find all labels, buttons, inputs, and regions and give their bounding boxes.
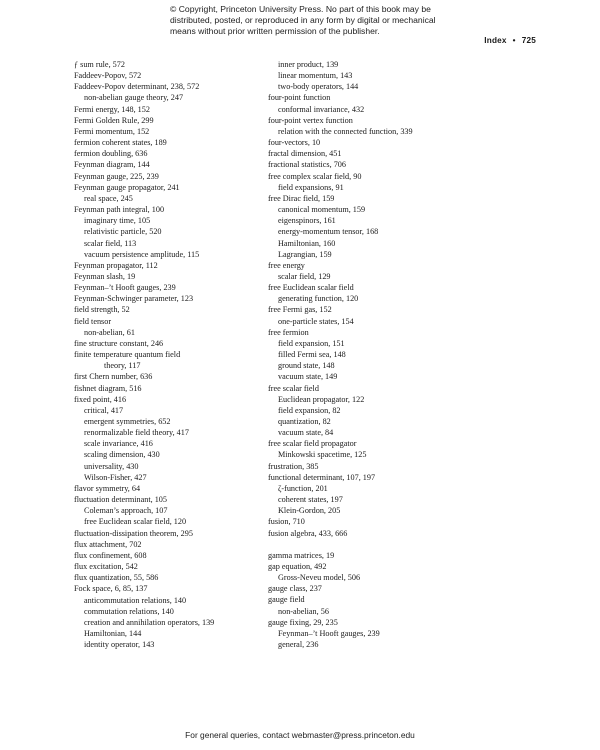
index-entry: free Fermi gas, 152 bbox=[268, 305, 332, 315]
index-entry: flux attachment, 702 bbox=[74, 539, 142, 549]
index-entry: free scalar field propagator bbox=[268, 439, 357, 449]
index-entry: four-vectors, 10 bbox=[268, 138, 321, 148]
index-subentry: non-abelian, 56 bbox=[278, 606, 329, 616]
index-subentry: vacuum state, 84 bbox=[278, 428, 334, 438]
index-entry: gauge field bbox=[268, 595, 305, 605]
index-entry: ƒ sum rule, 572 bbox=[74, 60, 125, 69]
index-entry: fractional statistics, 706 bbox=[268, 160, 346, 170]
index-subentry: two-body operators, 144 bbox=[278, 82, 359, 92]
index-subentry: coherent states, 197 bbox=[278, 495, 343, 505]
index-entry: Feynman propagator, 112 bbox=[74, 260, 158, 270]
index-entry: field strength, 52 bbox=[74, 305, 130, 315]
index-subentry: scalar field, 129 bbox=[278, 271, 331, 281]
index-subentry: field expansions, 91 bbox=[278, 182, 344, 192]
index-subentry: vacuum state, 149 bbox=[278, 372, 338, 382]
index-entry: field tensor bbox=[74, 316, 112, 326]
index-entry: functional determinant, 107, 197 bbox=[268, 472, 376, 482]
index-subentry: field expansion, 82 bbox=[278, 405, 341, 415]
index-entry: gauge class, 237 bbox=[268, 584, 322, 594]
index-subentry: general, 236 bbox=[278, 639, 319, 649]
footer-contact: For general queries, contact webmaster@press.princeton.edu bbox=[185, 730, 415, 740]
index-entry: Fermi Golden Rule, 299 bbox=[74, 115, 154, 125]
index-entry: fermion doubling, 636 bbox=[74, 149, 148, 159]
index-entry: free energy bbox=[268, 260, 305, 270]
index-subentry: Coleman’s approach, 107 bbox=[84, 506, 168, 516]
index-entry: four-point vertex function bbox=[268, 115, 353, 125]
index-entry: Feynman gauge, 225, 239 bbox=[74, 171, 159, 181]
index-column-left bbox=[74, 59, 279, 650]
index-subentry: scale invariance, 416 bbox=[84, 439, 153, 449]
index-entry-continuation: theory, 117 bbox=[104, 361, 141, 371]
index-entry: Fock space, 6, 85, 137 bbox=[74, 584, 148, 594]
index-entry: finite temperature quantum field bbox=[74, 350, 181, 360]
index-subentry: universality, 430 bbox=[84, 461, 139, 471]
index-subentry: creation and annihilation operators, 139 bbox=[84, 617, 215, 627]
index-subentry: filled Fermi sea, 148 bbox=[278, 350, 346, 360]
index-entry: gap equation, 492 bbox=[268, 561, 327, 571]
index-subentry: eigenspinors, 161 bbox=[278, 216, 336, 226]
index-entry: fishnet diagram, 516 bbox=[74, 383, 142, 393]
index-entry: fluctuation determinant, 105 bbox=[74, 495, 167, 505]
index-entry: Feynman-Schwinger parameter, 123 bbox=[74, 294, 194, 304]
index-entry: free Euclidean scalar field bbox=[268, 283, 354, 293]
index-entry: fixed point, 416 bbox=[74, 394, 127, 404]
index-entry: Feynman slash, 19 bbox=[74, 271, 136, 281]
index-subentry: inner product, 139 bbox=[278, 60, 339, 69]
index-subentry: ζ-function, 201 bbox=[278, 483, 328, 493]
index-subentry: scaling dimension, 430 bbox=[84, 450, 160, 460]
index-subentry: identity operator, 143 bbox=[84, 640, 155, 650]
index-entry: fusion, 710 bbox=[268, 517, 305, 527]
index-subentry: relation with the connected function, 339 bbox=[278, 126, 413, 136]
index-subentry: commutation relations, 140 bbox=[84, 606, 174, 616]
index-subentry: vacuum persistence amplitude, 115 bbox=[84, 249, 200, 259]
index-subentry: canonical momentum, 159 bbox=[278, 205, 366, 215]
index-entry: flavor symmetry, 64 bbox=[74, 483, 141, 493]
copyright-notice: © Copyright, Princeton University Press. No part of this book may be distributed, posted, or reproduced in any form by digital or mechanical means without prior written permission of the publisher. bbox=[170, 4, 436, 36]
index-subentry: emergent symmetries, 652 bbox=[84, 417, 171, 426]
index-entry: frustration, 385 bbox=[268, 461, 319, 471]
index-subentry: conformal invariance, 432 bbox=[278, 104, 365, 114]
running-head bbox=[484, 36, 536, 45]
index-entry: free Dirac field, 159 bbox=[268, 193, 335, 203]
index-entry: free complex scalar field, 90 bbox=[268, 171, 362, 181]
index-entry: fusion algebra, 433, 666 bbox=[268, 528, 348, 538]
section-title: Index bbox=[484, 36, 507, 45]
index-subentry: generating function, 120 bbox=[278, 294, 359, 304]
index-subentry: critical, 417 bbox=[84, 405, 124, 415]
index-entry: free fermion bbox=[268, 327, 309, 337]
index-subentry: Feynman–’t Hooft gauges, 239 bbox=[278, 628, 380, 638]
index-entry: free scalar field bbox=[268, 383, 319, 393]
index-subentry: one-particle states, 154 bbox=[278, 316, 354, 326]
index-entry: Feynman gauge propagator, 241 bbox=[74, 182, 180, 192]
index-entry: first Chern number, 636 bbox=[74, 372, 153, 382]
index-entry: flux confinement, 608 bbox=[74, 550, 147, 560]
page-number: 725 bbox=[521, 36, 536, 45]
index-subentry: non-abelian, 61 bbox=[84, 327, 135, 337]
index-subentry: scalar field, 113 bbox=[84, 238, 137, 248]
index-subentry: energy-momentum tensor, 168 bbox=[278, 227, 379, 237]
index-entry: fermion coherent states, 189 bbox=[74, 138, 167, 148]
index-subentry: free Euclidean scalar field, 120 bbox=[84, 517, 187, 527]
index-subentry: imaginary time, 105 bbox=[84, 216, 151, 226]
index-entry: Faddeev-Popov determinant, 238, 572 bbox=[74, 82, 200, 92]
index-subentry: non-abelian gauge theory, 247 bbox=[84, 93, 184, 103]
index-entry: gauge fixing, 29, 235 bbox=[268, 617, 338, 627]
index-entry: fluctuation-dissipation theorem, 295 bbox=[74, 528, 193, 538]
index-subentry: ground state, 148 bbox=[278, 361, 335, 371]
index-subentry: relativistic particle, 520 bbox=[84, 227, 162, 237]
index-subentry: quantization, 82 bbox=[278, 417, 331, 426]
index-subentry: renormalizable field theory, 417 bbox=[84, 428, 189, 438]
index-subentry: real space, 245 bbox=[84, 193, 133, 203]
index-subentry: field expansion, 151 bbox=[278, 338, 345, 348]
index-entry: four-point function bbox=[268, 93, 331, 103]
index-subentry: Klein-Gordon, 205 bbox=[278, 506, 341, 516]
index-entry: Fermi momentum, 152 bbox=[74, 126, 150, 136]
header-separator: • bbox=[512, 36, 516, 45]
index-entry: fine structure constant, 246 bbox=[74, 338, 164, 348]
index-subentry: anticommutation relations, 140 bbox=[84, 595, 187, 605]
index-subentry: Wilson-Fisher, 427 bbox=[84, 472, 147, 482]
index-entry: Feynman–’t Hooft gauges, 239 bbox=[74, 283, 176, 293]
index-entry: flux excitation, 542 bbox=[74, 562, 138, 572]
index-subentry: Hamiltonian, 160 bbox=[278, 238, 336, 248]
index-subentry: Gross-Neveu model, 506 bbox=[278, 573, 361, 583]
index-subentry: Hamiltonian, 144 bbox=[84, 628, 142, 638]
index-subentry: Lagrangian, 159 bbox=[278, 249, 332, 259]
index-column-right bbox=[268, 59, 473, 650]
index-entry: flux quantization, 55, 586 bbox=[74, 573, 159, 583]
index-subentry: linear momentum, 143 bbox=[278, 71, 353, 81]
index-entry: Faddeev-Popov, 572 bbox=[74, 71, 142, 81]
index-subentry: Euclidean propagator, 122 bbox=[278, 394, 365, 404]
index-entry: gamma matrices, 19 bbox=[268, 550, 335, 560]
index-subentry: Minkowski spacetime, 125 bbox=[278, 450, 367, 460]
index-entry: Feynman path integral, 100 bbox=[74, 205, 165, 215]
index-entry: Fermi energy, 148, 152 bbox=[74, 104, 150, 114]
index-entry: Feynman diagram, 144 bbox=[74, 160, 150, 170]
index-entry: fractal dimension, 451 bbox=[268, 149, 342, 159]
